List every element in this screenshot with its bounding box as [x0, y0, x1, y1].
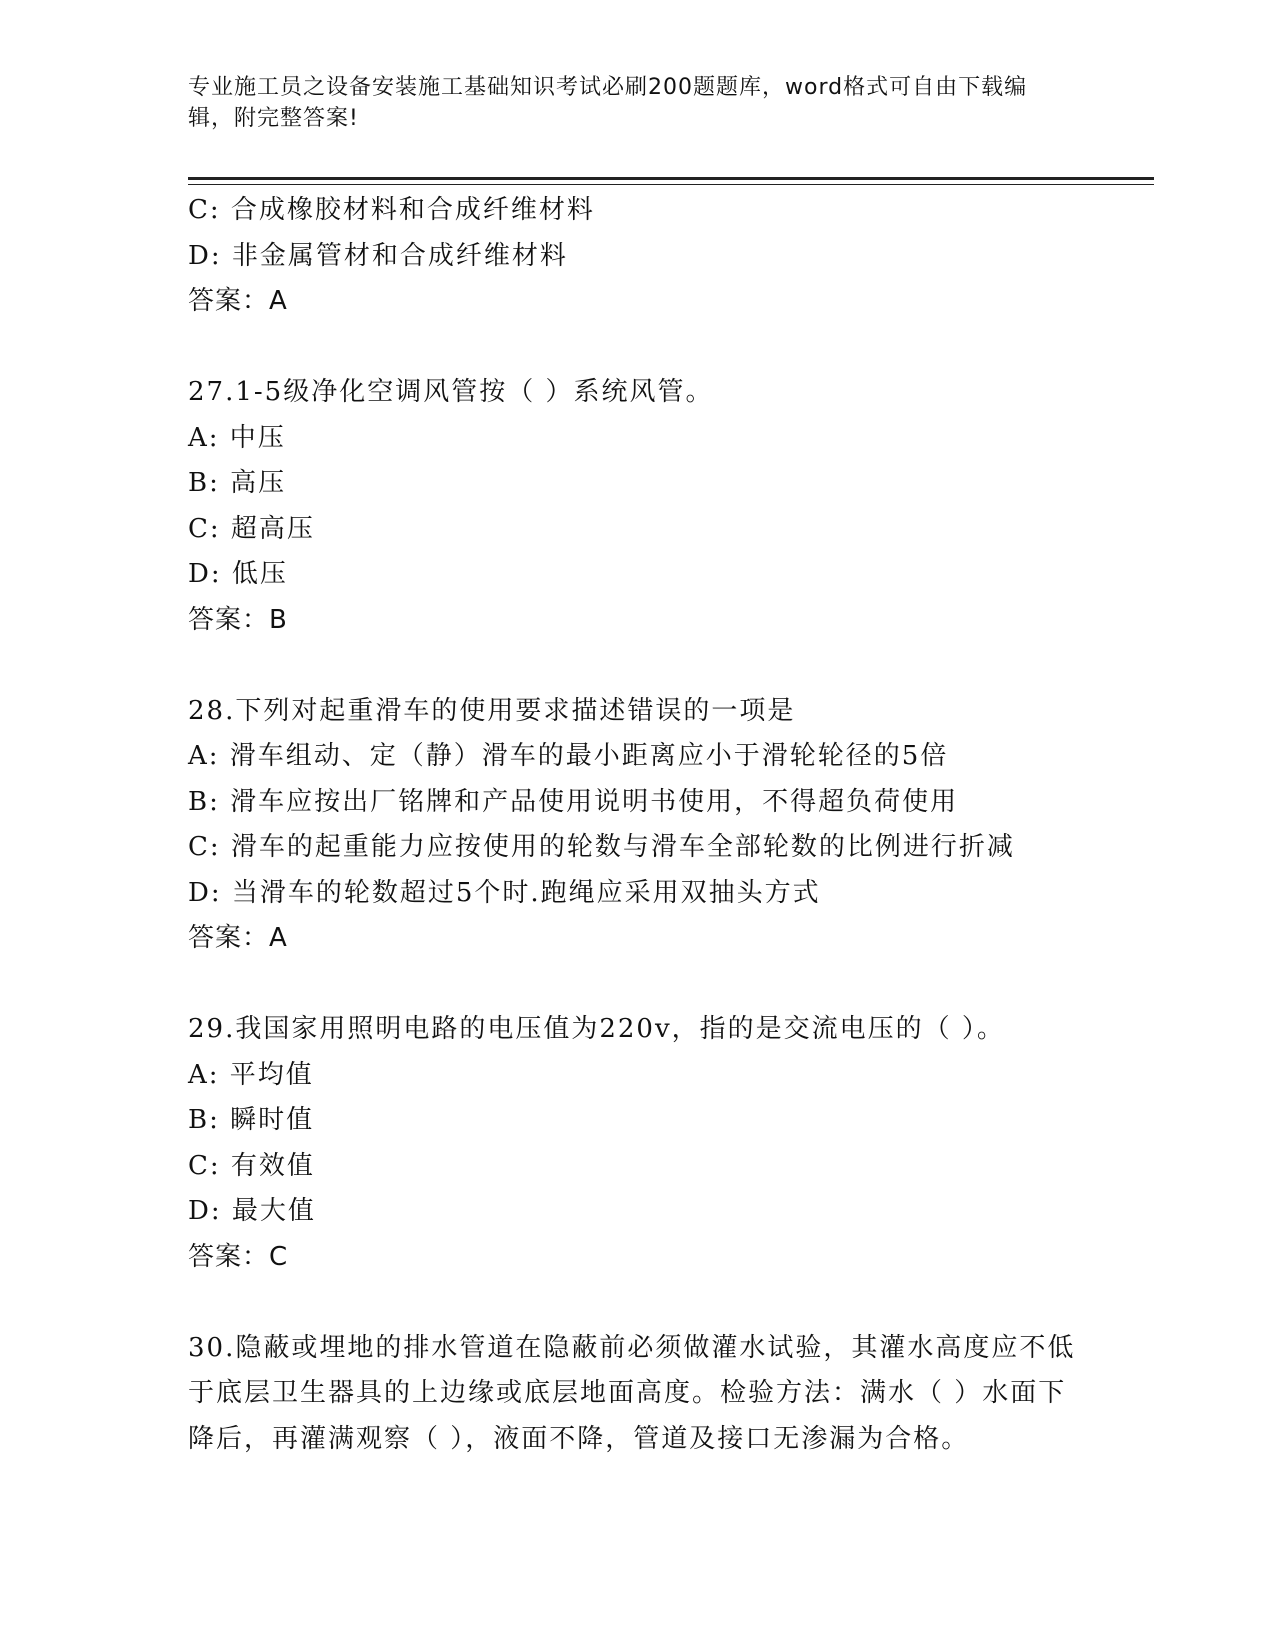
option-b: B: 瞬时值: [188, 1105, 315, 1135]
header-title: 专业施工员之设备安装施工基础知识考试必刷200题题库，word格式可自由下载编辑，附完整答案!: [188, 75, 1028, 131]
option-d: D: 当滑车的轮数超过5个时.跑绳应采用双抽头方式: [188, 877, 821, 908]
answer-line: 答案：B: [188, 604, 288, 635]
option-d: D: 最大值: [188, 1196, 316, 1226]
question-list: [188, 188, 1088, 1462]
option-a: A: 平均值: [188, 1059, 314, 1090]
header-divider-thin: [188, 184, 1154, 185]
question-stem: 30.隐蔽或埋地的排水管道在隐蔽前必须做灌水试验，其灌水高度应不低于底层卫生器具的上边缘或底层地面高度。检验方法：满水（ ）水面下降后，再灌满观察（ ），液面不降，管道及接口无渗漏为合格。: [188, 1332, 1076, 1454]
option-c: C: 超高压: [188, 513, 315, 544]
option-d: D: 非金属管材和合成纤维材料: [188, 240, 568, 271]
answer-line: 答案：C: [188, 1241, 289, 1272]
answer-line: 答案：A: [188, 286, 288, 316]
option-b: B: 滑车应按出厂铭牌和产品使用说明书使用，不得超负荷使用: [188, 786, 959, 817]
question-stem: 29.我国家用照明电路的电压值为220v，指的是交流电压的（ ）。: [188, 1014, 1005, 1044]
option-a: A: 中压: [188, 422, 286, 453]
option-a: A: 滑车组动、定（静）滑车的最小距离应小于滑轮轮径的5倍: [188, 741, 949, 771]
header-divider-thick: [188, 177, 1154, 180]
answer-line: 答案：A: [188, 923, 288, 953]
option-d: D: 低压: [188, 559, 288, 589]
question-stem: 27.1-5级净化空调风管按（ ）系统风管。: [188, 377, 714, 407]
document-header: [188, 72, 1068, 134]
option-b: B: 高压: [188, 468, 287, 498]
option-c: C: 合成橡胶材料和合成纤维材料: [188, 195, 595, 225]
option-c: C: 有效值: [188, 1150, 315, 1181]
question-stem: 28.下列对起重滑车的使用要求描述错误的一项是: [188, 695, 796, 726]
option-c: C: 滑车的起重能力应按使用的轮数与滑车全部轮数的比例进行折减: [188, 832, 1015, 862]
